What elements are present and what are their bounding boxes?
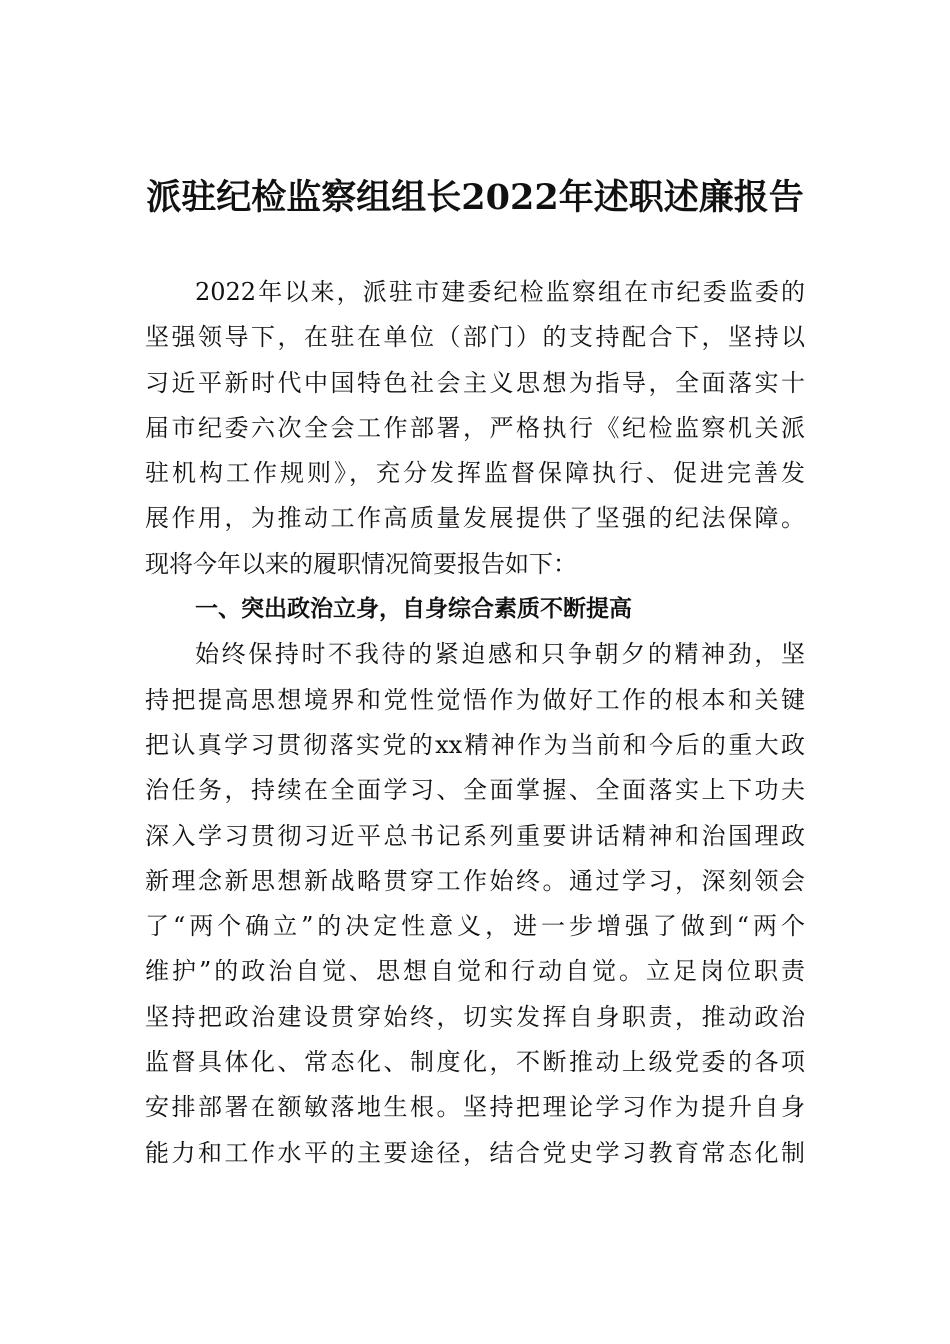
- section-heading: 一、突出政治立身，自身综合素质不断提高: [195, 596, 632, 623]
- paragraph-line: 届市纪委六次全会工作部署，严格执行《纪检监察机关派: [145, 413, 805, 442]
- paragraph-line: 持把提高思想境界和党性觉悟作为做好工作的根本和关键: [145, 685, 805, 714]
- paragraph-line: 驻机构工作规则》，充分发挥监督保障执行、促进完善发: [145, 459, 805, 488]
- paragraph-line: 监督具体化、常态化、制度化，不断推动上级党委的各项: [145, 1048, 805, 1077]
- paragraph-line: 现将今年以来的履职情况简要报告如下：: [145, 549, 577, 578]
- paragraph-line: 习近平新时代中国特色社会主义思想为指导，全面落实十: [145, 368, 805, 397]
- document-body: [145, 270, 805, 1176]
- paragraph-line: 2022年以来，派驻市建委纪检监察组在市纪委监委的: [195, 278, 805, 306]
- paragraph-line: 能力和工作水平的主要途径，结合党史学习教育常态化制: [145, 1138, 805, 1167]
- paragraph-line: 展作用，为推动工作高质量发展提供了坚强的纪法保障。: [145, 504, 805, 533]
- paragraph-line: 新理念新思想新战略贯穿工作始终。通过学习，深刻领会: [145, 866, 805, 895]
- paragraph-line: 维护”的政治自觉、思想自觉和行动自觉。立足岗位职责: [145, 957, 805, 986]
- document-title: 派驻纪检监察组组长2022年述职述廉报告: [146, 177, 804, 218]
- paragraph-line: 了“两个确立”的决定性意义，进一步增强了做到“两个: [145, 912, 805, 941]
- paragraph-line: 治任务，持续在全面学习、全面掌握、全面落实上下功夫: [145, 776, 805, 805]
- paragraph-line: 始终保持时不我待的紧迫感和只争朝夕的精神劲，坚: [195, 640, 805, 669]
- paragraph-line: 坚持把政治建设贯穿始终，切实发挥自身职责，推动政治: [145, 1002, 805, 1031]
- paragraph-line: 坚强领导下，在驻在单位（部门）的支持配合下，坚持以: [145, 323, 805, 352]
- paragraph-line: 安排部署在额敏落地生根。坚持把理论学习作为提升自身: [145, 1093, 805, 1122]
- paragraph-line: 把认真学习贯彻落实党的xx精神作为当前和今后的重大政: [145, 730, 805, 759]
- paragraph-line: 深入学习贯彻习近平总书记系列重要讲话精神和治国理政: [145, 821, 805, 850]
